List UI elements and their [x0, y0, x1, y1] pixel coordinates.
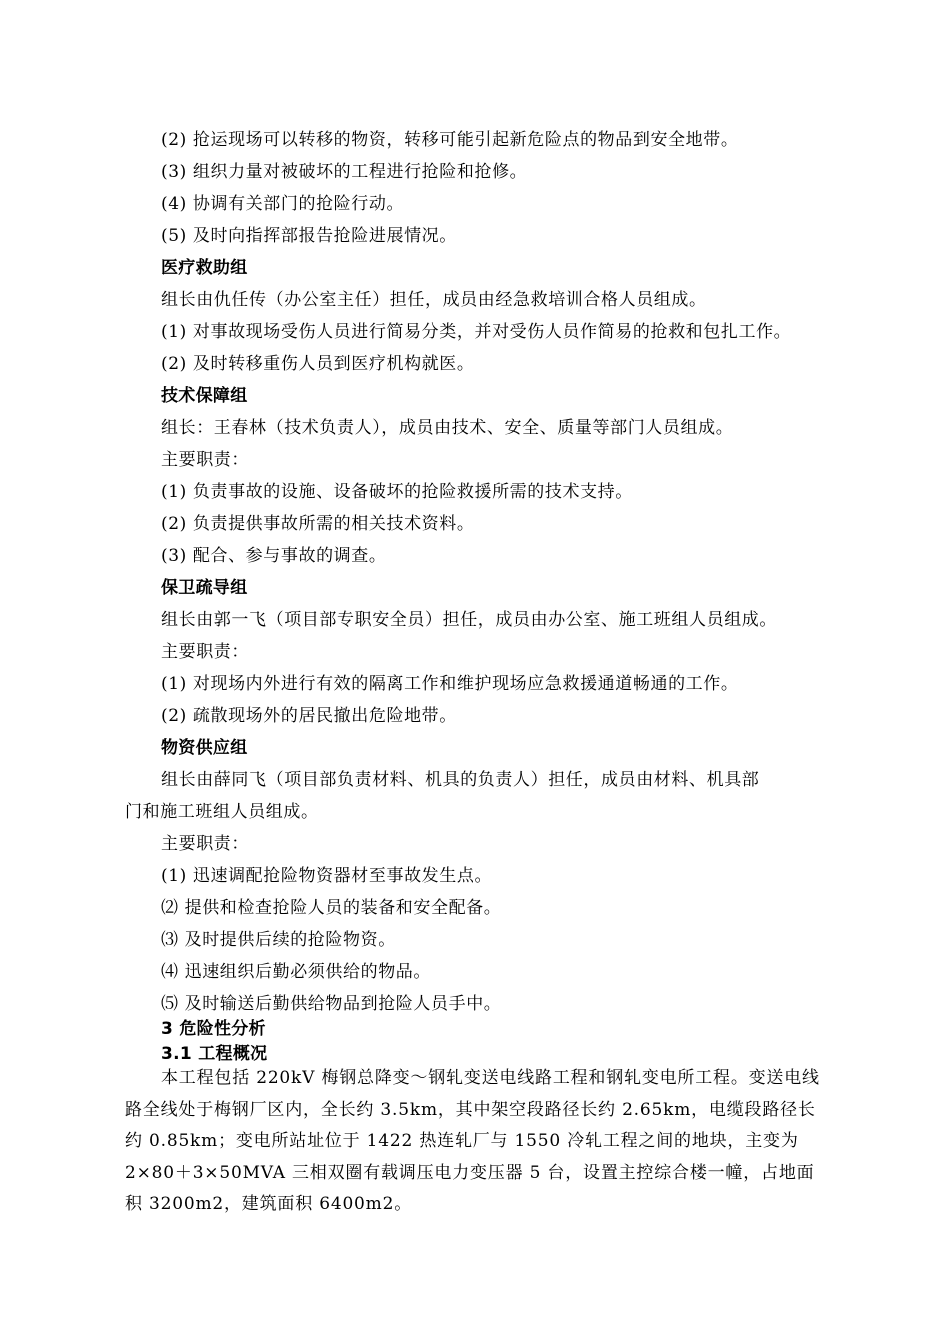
text-line: (2) 疏散现场外的居民撤出危险地带。 — [161, 706, 457, 726]
overview-paragraph: 本工程包括 220kV 梅钢总降变～钢轧变送电线路工程和钢轧变电所工程。变送电线路全线处于梅钢厂区内，全长约 3.5km，其中架空段路径长约 2.65km，电缆段路径长约 0.85km；变电所站址位于 1422 热连轧厂与 1550 冷轧工程之间的地块，主变为 2×80＋3×50MVA 三相双圈有载调压电力变压器 5 台，设置主控综合楼一幢，占地面积 3200m2，建筑面积 6400m2。 — [125, 1068, 820, 1214]
text-line: 主要职责： — [161, 834, 249, 854]
text-line: 门和施工班组人员组成。 — [125, 802, 319, 822]
text-line: (1) 迅速调配抢险物资器材至事故发生点。 — [161, 866, 493, 886]
text-line: (3) 组织力量对被破坏的工程进行抢险和抢修。 — [161, 162, 528, 182]
section-heading: 物资供应组 — [161, 738, 248, 758]
text-line: (1) 对事故现场受伤人员进行简易分类，并对受伤人员作简易的抢救和包扎工作。 — [161, 322, 792, 342]
chapter-heading: 3 危险性分析 — [161, 1019, 266, 1039]
text-line: 组长由薛同飞（项目部负责材料、机具的负责人）担任，成员由材料、机具部 — [161, 770, 760, 790]
text-line: ⑶ 及时提供后续的抢险物资。 — [161, 930, 396, 950]
section-heading: 医疗救助组 — [161, 258, 248, 278]
subsection-heading: 3.1 工程概况 — [161, 1044, 268, 1064]
text-line: 组长由仇任传（办公室主任）担任，成员由经急救培训合格人员组成。 — [161, 290, 707, 310]
text-line: (4) 协调有关部门的抢险行动。 — [161, 194, 405, 214]
text-line: (2) 及时转移重伤人员到医疗机构就医。 — [161, 354, 475, 374]
text-line: ⑸ 及时输送后勤供给物品到抢险人员手中。 — [161, 994, 502, 1014]
text-line: ⑵ 提供和检查抢险人员的装备和安全配备。 — [161, 898, 502, 918]
text-line: 主要职责： — [161, 642, 249, 662]
text-line: (3) 配合、参与事故的调查。 — [161, 546, 387, 566]
text-line: (2) 抢运现场可以转移的物资，转移可能引起新危险点的物品到安全地带。 — [161, 130, 739, 150]
text-line: 主要职责： — [161, 450, 249, 470]
text-line: ⑷ 迅速组织后勤必须供给的物品。 — [161, 962, 432, 982]
text-line: 组长由郭一飞（项目部专职安全员）担任，成员由办公室、施工班组人员组成。 — [161, 610, 777, 630]
section-heading: 保卫疏导组 — [161, 578, 248, 598]
text-line: (1) 负责事故的设施、设备破坏的抢险救援所需的技术支持。 — [161, 482, 633, 502]
text-line: 组长：王春林（技术负责人），成员由技术、安全、质量等部门人员组成。 — [161, 418, 734, 438]
section-heading: 技术保障组 — [161, 386, 248, 406]
text-line: (5) 及时向指挥部报告抢险进展情况。 — [161, 226, 457, 246]
text-line: (2) 负责提供事故所需的相关技术资料。 — [161, 514, 475, 534]
text-line: (1) 对现场内外进行有效的隔离工作和维护现场应急救援通道畅通的工作。 — [161, 674, 739, 694]
